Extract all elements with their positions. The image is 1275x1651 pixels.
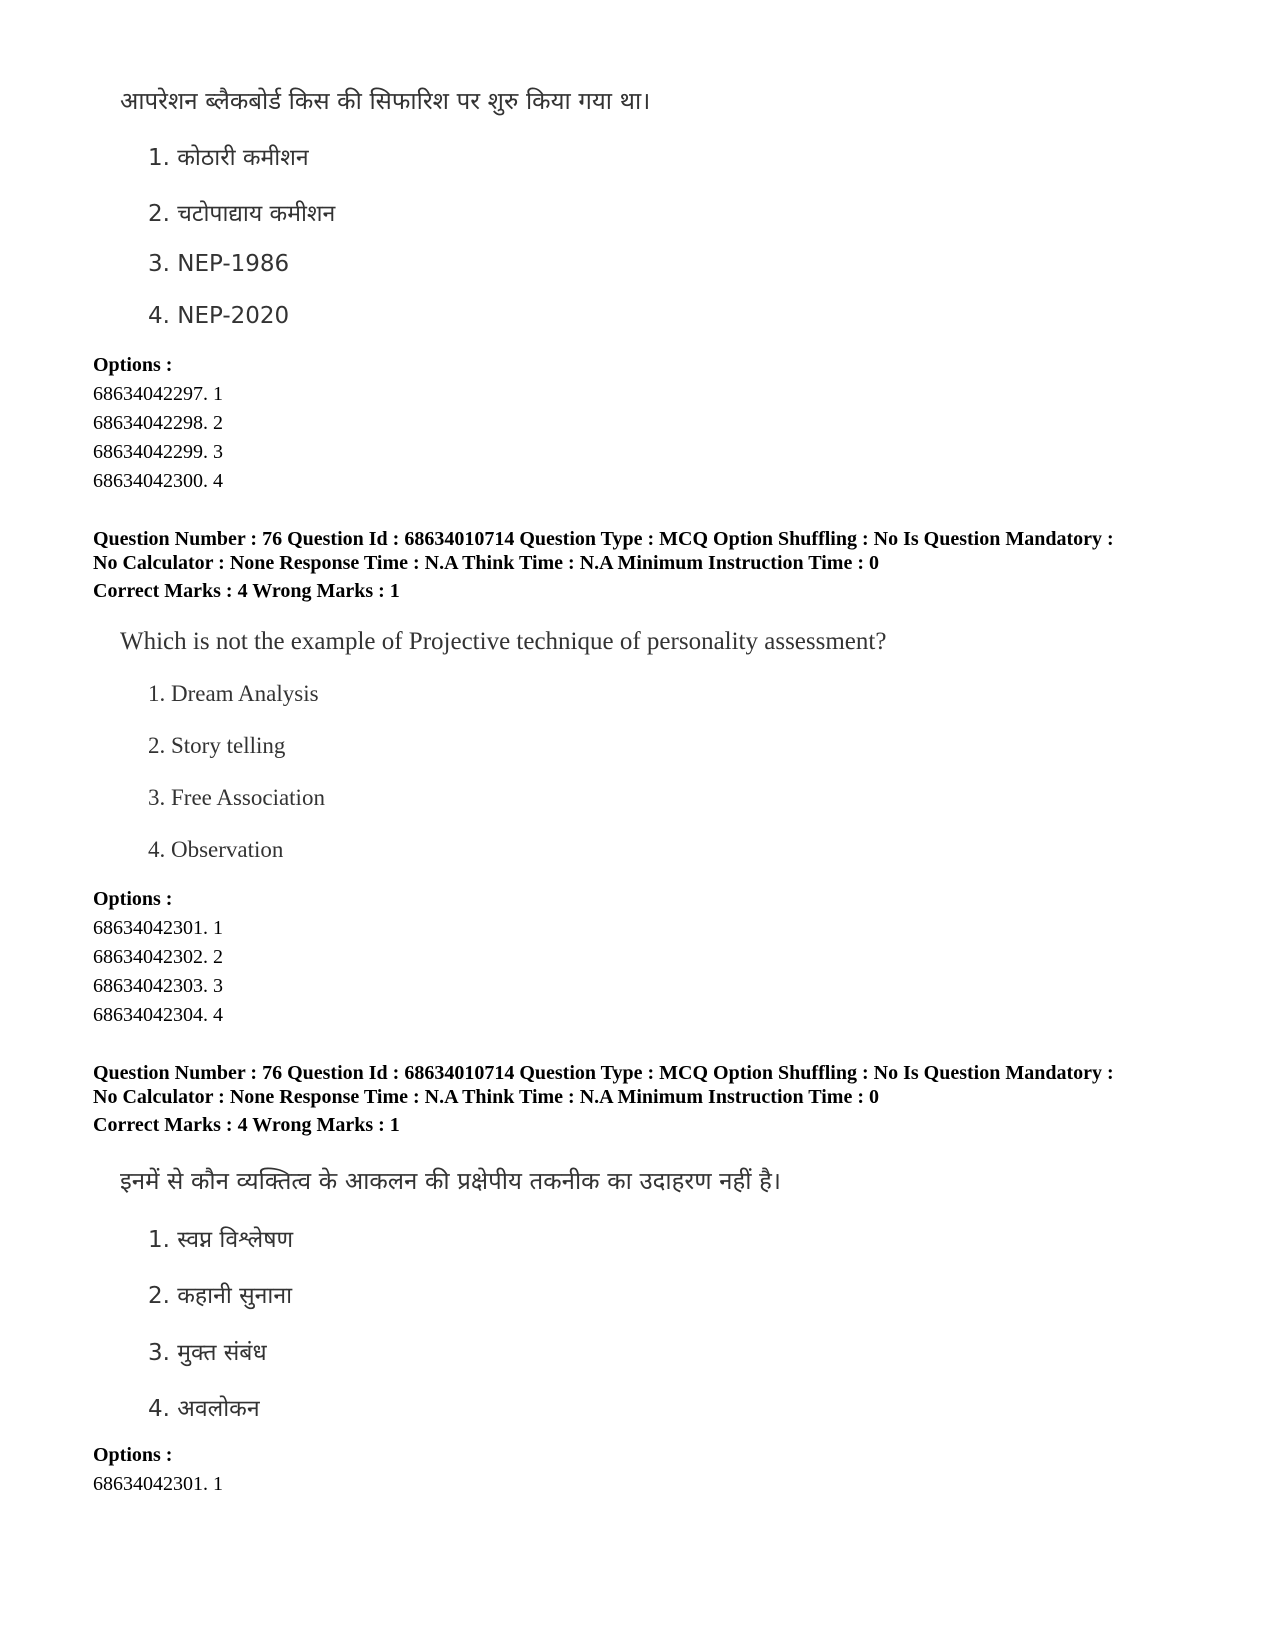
question-text: इनमें से कौन व्यक्तित्व के आकलन की प्रक्षेपीय तकनीक का उदाहरण नहीं है। — [120, 1167, 781, 1195]
choice-item: 2. चटोपाद्याय कमीशन — [148, 201, 336, 227]
question-meta-line: Question Number : 76 Question Id : 68634010714 Question Type : MCQ Option Shuffling : No Is Question Mandatory : — [93, 1062, 1114, 1084]
option-row: 68634042300. 4 — [93, 470, 223, 492]
options-label: Options : — [93, 1444, 173, 1466]
choice-item: 1. Dream Analysis — [148, 681, 319, 706]
option-row: 68634042301. 1 — [93, 917, 223, 939]
question-meta-line: No Calculator : None Response Time : N.A Think Time : N.A Minimum Instruction Time : 0 — [93, 1086, 879, 1108]
option-row: 68634042303. 3 — [93, 975, 223, 997]
options-label: Options : — [93, 354, 173, 376]
marks-line: Correct Marks : 4 Wrong Marks : 1 — [93, 580, 400, 602]
options-label: Options : — [93, 888, 173, 910]
marks-line: Correct Marks : 4 Wrong Marks : 1 — [93, 1114, 400, 1136]
question-meta-line: Question Number : 76 Question Id : 68634010714 Question Type : MCQ Option Shuffling : No Is Question Mandatory : — [93, 528, 1114, 550]
options-block — [93, 351, 223, 496]
choice-item: 2. कहानी सुनाना — [148, 1283, 293, 1309]
question-meta — [93, 527, 1193, 575]
question-meta-line: No Calculator : None Response Time : N.A Think Time : N.A Minimum Instruction Time : 0 — [93, 552, 879, 574]
option-row: 68634042301. 1 — [93, 1473, 223, 1495]
choice-item: 2. Story telling — [148, 733, 286, 758]
option-row: 68634042297. 1 — [93, 383, 223, 405]
option-row: 68634042304. 4 — [93, 1004, 223, 1026]
choice-item: 4. Observation — [148, 837, 284, 862]
choice-item: 4. अवलोकन — [148, 1396, 260, 1422]
option-row: 68634042299. 3 — [93, 441, 223, 463]
choice-item: 3. मुक्त संबंध — [148, 1340, 267, 1366]
choice-item: 4. NEP-2020 — [148, 303, 290, 329]
options-block — [93, 885, 223, 1030]
choice-item: 1. कोठारी कमीशन — [148, 145, 309, 171]
option-row: 68634042302. 2 — [93, 946, 223, 968]
question-text: आपरेशन ब्लैकबोर्ड किस की सिफारिश पर शुरु किया गया था। — [120, 87, 651, 115]
question-text: Which is not the example of Projective technique of personality assessment? — [120, 628, 887, 655]
question-meta — [93, 1061, 1193, 1109]
choice-item: 3. Free Association — [148, 785, 325, 810]
choice-item: 1. स्वप्न विश्लेषण — [148, 1227, 294, 1253]
option-row: 68634042298. 2 — [93, 412, 223, 434]
choice-item: 3. NEP-1986 — [148, 251, 290, 277]
options-block — [93, 1441, 223, 1499]
